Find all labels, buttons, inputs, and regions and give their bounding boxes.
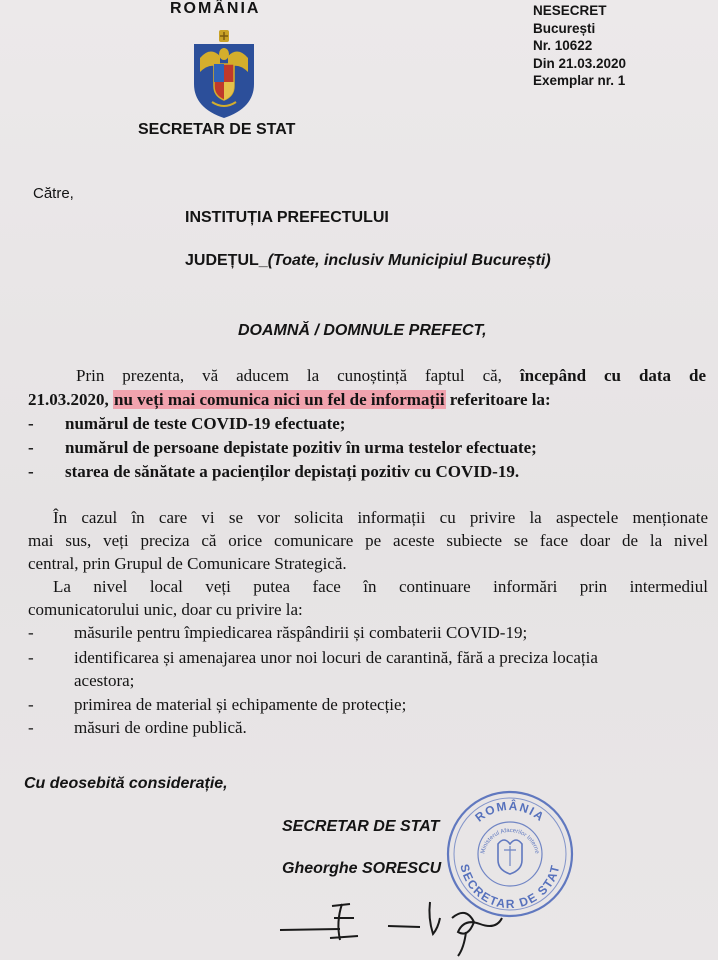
city-label: București xyxy=(533,20,596,36)
to-label: Către, xyxy=(33,185,74,202)
paragraph-1-line-2 xyxy=(28,390,551,410)
paragraph-1-line-1 xyxy=(76,366,706,386)
classification-label: NESECRET xyxy=(533,3,607,18)
list-item: - măsurile pentru împiedicarea răspândirii și combaterii COVID-19; xyxy=(28,623,528,642)
p1-intro-text: Prin prezenta, vă aducem la cunoștință faptul că, xyxy=(76,366,502,385)
svg-text:ROMÂNIA: ROMÂNIA xyxy=(472,798,548,825)
p1-date: 21.03.2020, xyxy=(28,390,109,409)
svg-text:SECRETAR DE STAT: SECRETAR DE STAT xyxy=(457,862,563,912)
list-item: - primirea de material și echipamente de protecție; xyxy=(28,695,407,714)
signatory-name: Gheorghe SORESCU xyxy=(282,860,442,877)
svg-text:Ministerul Afacerilor Interne: Ministerul Afacerilor Interne xyxy=(480,827,540,855)
p1-start-text: începând cu data de xyxy=(519,366,707,385)
issuer-heading: SECRETAR DE STAT xyxy=(138,121,296,138)
list-item: - identificarea și amenajarea unor noi locuri de carantină, fără a preciza locația xyxy=(28,648,598,667)
recipient-note: (Toate, inclusiv Municipiul București) xyxy=(267,252,551,269)
document-date: Din 21.03.2020 xyxy=(533,55,627,71)
list-item-continuation: acestora; xyxy=(74,671,135,690)
document-meta xyxy=(533,2,626,90)
recipient-line-1: INSTITUȚIA PREFECTULUI xyxy=(185,209,389,226)
bold-list-item: - numărul de teste COVID-19 efectuate; xyxy=(28,414,346,433)
recipient-line-2 xyxy=(185,252,551,270)
closing-formula: Cu deosebită considerație, xyxy=(24,775,228,792)
registration-number: Nr. 10622 xyxy=(533,38,593,53)
paragraph-2-line-3: central, prin Grupul de Comunicare Strategică. xyxy=(28,554,347,573)
country-heading: ROMÂNIA xyxy=(170,0,261,17)
copy-number: Exemplar nr. 1 xyxy=(533,73,626,88)
salutation: DOAMNĂ / DOMNULE PREFECT, xyxy=(238,322,487,339)
paragraph-2-line-2: mai sus, veți preciza că orice comunicare pe aceste subiecte se face doar de la nivel xyxy=(28,531,708,550)
list-item: - măsuri de ordine publică. xyxy=(28,718,247,737)
p1-rest: referitoare la: xyxy=(449,390,551,409)
bold-list-item: - starea de sănătate a pacienților depistați pozitiv cu COVID-19. xyxy=(28,462,520,481)
paragraph-3-line-1: La nivel local veți putea face în continuare informări prin intermediul xyxy=(53,577,708,596)
recipient-county-label: JUDEȚUL_ xyxy=(185,252,268,269)
bold-list-item: - numărul de persoane depistate pozitiv în urma testelor efectuate; xyxy=(28,438,537,457)
paragraph-2-line-1: În cazul în care vi se vor solicita informații cu privire la aspectele menționate xyxy=(53,508,708,527)
signatory-title: SECRETAR DE STAT xyxy=(282,818,440,835)
highlighted-phrase: nu veți mai comunica nici un fel de informații xyxy=(114,390,445,409)
paragraph-3-line-2: comunicatorului unic, doar cu privire la: xyxy=(28,600,303,619)
coat-of-arms-icon xyxy=(190,28,258,120)
handwritten-signature xyxy=(270,888,520,960)
